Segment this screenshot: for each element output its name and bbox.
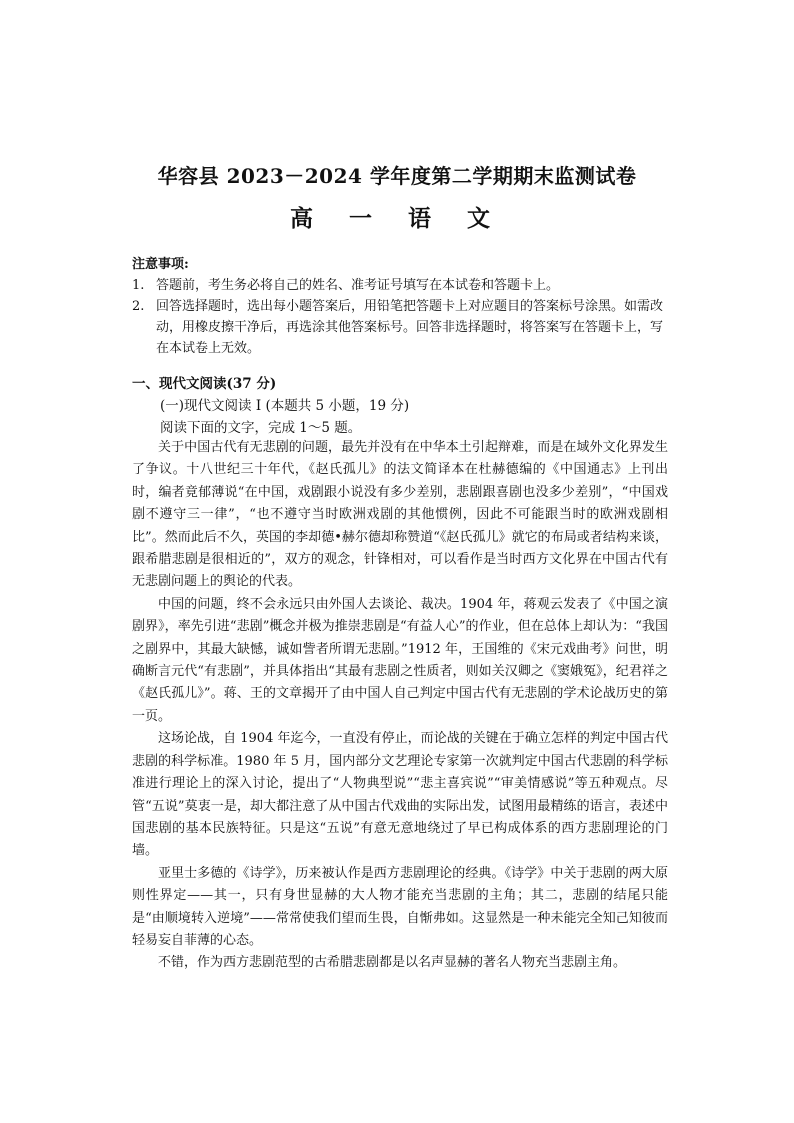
- passage-paragraph: 不错，作为西方悲剧范型的古希腊悲剧都是以名声显赫的著名人物充当悲剧主角。: [158, 955, 627, 971]
- notice-item: [132, 275, 672, 296]
- notice-item-number: 1.: [132, 278, 145, 293]
- notice-item-text: 答题前，考生务必将自己的姓名、准考证号填写在本试卷和答题卡上。: [156, 278, 560, 293]
- notice-item-number: 2.: [132, 299, 145, 314]
- notice-block: [132, 254, 672, 359]
- passage-paragraph: 关于中国古代有无悲剧的问题，最先并没有在中华本土引起辩难，而是在域外文化界发生了争议。十八世纪三十年代，《赵氏孤儿》的法文简译本在杜赫德编的《中国通志》上刊出时，编者竟郁薄说“在中国，戏剧跟小说没有多少差别，悲剧跟喜剧也没多少差别”，“中国戏剧不遵守三一律”，“也不遵守当时欧洲戏剧的其他惯例，因此不可能跟当时的欧洲戏剧相比”。然而此后不久，英国的李却德•赫尔德却称赞道“《赵氏孤儿》就它的布局或者结构来谈，跟希腊悲剧是很相近的”，双方的观念，针锋相对，可以看作是当时西方文化界在中国古代有无悲剧问题上的舆论的代表。: [132, 440, 668, 590]
- notice-heading: 注意事项:: [132, 257, 189, 272]
- exam-subject: 高 一 语 文: [289, 205, 505, 232]
- part-heading: (一)现代文阅读 I (本题共 5 小题，19 分): [160, 398, 410, 414]
- reading-passage: [132, 437, 668, 975]
- section-heading: 一、现代文阅读(37 分): [132, 376, 277, 392]
- notice-item: [132, 296, 672, 359]
- passage-paragraph: 这场论战，自 1904 年迄今，一直没有停止，而论战的关键在于确立怎样的判定中国古代悲剧的科学标准。1980 年 5 月，国内部分文艺理论专家第一次就判定中国古代悲剧的科学标准进行理论上的深入讨论，提出了“人物典型说”“悲主喜宾说”“审美情感说”等五种观点。尽管“五说”莫衷一是，却大都注意了从中国古代戏曲的实际出发，试图用最精练的语言，表述中国悲剧的基本民族特征。只是这“五说”有意无意地绕过了早已构成体系的西方悲剧理论的门墙。: [132, 731, 668, 859]
- reading-instruction: 阅读下面的文字，完成 1～5 题。: [160, 420, 362, 436]
- passage-paragraph: 中国的问题，终不会永远只由外国人去谈论、裁决。1904 年，蒋观云发表了《中国之演剧界》，率先引进“悲剧”概念并极为推崇悲剧是“有益人心”的作业，但在总体上却认为：“我国之剧界中，其最大缺憾，诚如訾者所谓无悲剧。”1912 年，王国维的《宋元戏曲考》问世，明确断言元代“有悲剧”，并具体指出“其最有悲剧之性质者，则如关汉卿之《窦娥冤》，纪君祥之《赵氏孤儿》”。蒋、王的文章揭开了由中国人自己判定中国古代有无悲剧的学术论战历史的第一页。: [132, 596, 668, 724]
- notice-item-text: 回答选择题时，选出每小题答案后，用铅笔把答题卡上对应题目的答案标号涂黑。如需改动，用橡皮擦干净后，再选涂其他答案标号。回答非选择题时，将答案写在答题卡上，写在本试卷上无效。: [156, 299, 664, 356]
- passage-paragraph: 亚里士多德的《诗学》，历来被认作是西方悲剧理论的经典。《诗学》中关于悲剧的两大原则性界定——其一，只有身世显赫的大人物才能充当悲剧的主角；其二，悲剧的结尾只能是“由顺境转入逆境”——常常使我们望而生畏，自惭弗如。这显然是一种未能完全知己知彼而轻易妄自菲薄的心态。: [132, 865, 668, 948]
- exam-title: 华容县 2023－2024 学年度第二学期期末监测试卷: [157, 164, 637, 188]
